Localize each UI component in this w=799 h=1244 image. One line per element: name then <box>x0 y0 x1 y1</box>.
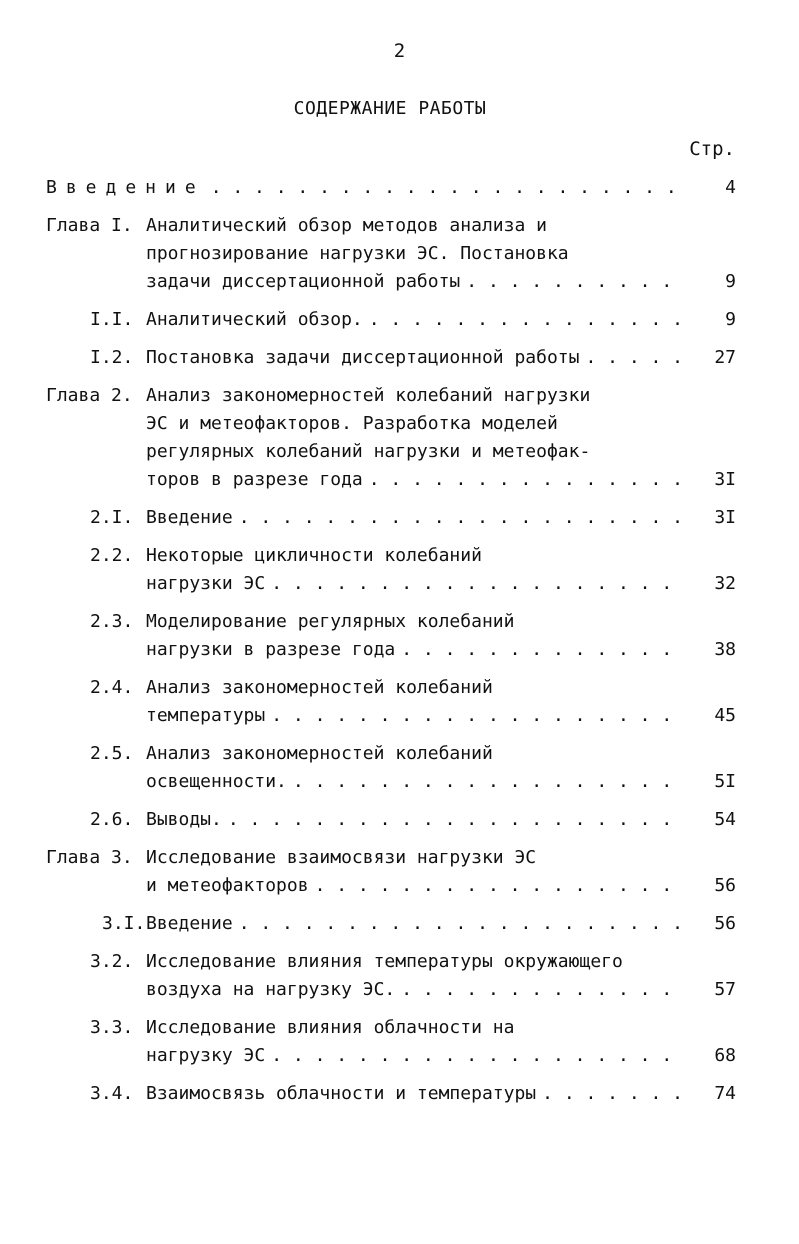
toc-entry-page: 5I <box>714 771 736 792</box>
toc-entry-page: 74 <box>714 1083 736 1104</box>
toc-entry-text-line: Некоторые цикличности колебаний <box>146 545 482 566</box>
page-number: 2 <box>393 40 406 62</box>
toc-entry-text-line: Исследование влияния температуры окружающего <box>146 951 623 972</box>
dot-leader <box>287 768 680 796</box>
dot-leader <box>460 268 680 296</box>
toc-entry-page: 32 <box>714 573 736 594</box>
toc-entry-text-line: ЭС и метеофакторов. Разработка моделей <box>146 413 558 434</box>
dot-leader <box>363 466 680 494</box>
toc-entry-number: I.2. <box>90 347 134 368</box>
toc-entry-title: освещенности. <box>146 771 287 792</box>
toc-entry <box>46 910 736 938</box>
toc-entry <box>46 174 736 202</box>
toc-entry-title: Взаимосвязь облачности и температуры <box>146 1083 537 1104</box>
toc-entry-text-line: Аналитический обзор методов анализа и <box>146 215 547 236</box>
toc-entry <box>46 504 736 532</box>
toc-entry-title: Аналитический обзор. <box>146 309 363 330</box>
dot-leader <box>395 976 680 1004</box>
toc-entry-text-line: прогнозирование нагрузки ЭС. Постановка <box>146 243 569 264</box>
toc-entry-page: 27 <box>714 347 736 368</box>
dot-leader <box>265 570 680 598</box>
toc-entry <box>46 1014 736 1070</box>
dot-leader <box>265 702 680 730</box>
toc-entry-page: 3I <box>714 469 736 490</box>
dot-leader <box>395 636 680 664</box>
toc-entry <box>46 806 736 834</box>
document-title: СОДЕРЖАНИЕ РАБОТЫ <box>293 98 487 119</box>
toc-entry-number: 3.3. <box>90 1017 134 1038</box>
toc-entry <box>46 306 736 334</box>
toc-entry <box>46 542 736 598</box>
toc-entry-text-line: Исследование влияния облачности на <box>146 1017 515 1038</box>
dot-leader <box>233 910 680 938</box>
toc-entry-page: 9 <box>725 271 736 292</box>
toc-entry-number: 3.I. <box>102 913 146 934</box>
toc-entry-text-line: Моделирование регулярных колебаний <box>146 611 515 632</box>
toc-entry <box>46 1080 736 1108</box>
dot-leader <box>205 174 680 202</box>
dot-leader <box>233 504 680 532</box>
dot-leader <box>309 872 680 900</box>
toc-entry-text-line: Исследование взаимосвязи нагрузки ЭС <box>146 847 537 868</box>
toc-entry <box>46 674 736 730</box>
dot-leader <box>536 1080 680 1108</box>
toc-entry-title: Постановка задачи диссертационной работы <box>146 347 580 368</box>
dot-leader <box>579 344 680 372</box>
toc-entry-title: Введение <box>46 177 205 198</box>
dot-leader <box>265 1042 680 1070</box>
toc-entry-title: торов в разрезе года <box>146 469 363 490</box>
toc-entry-number: 2.I. <box>90 507 134 528</box>
toc-entry-page: 54 <box>714 809 736 830</box>
toc-entry-number: Глава 2. <box>46 385 133 406</box>
toc-entry-title: температуры <box>146 705 266 726</box>
toc-entry-number: Глава I. <box>46 215 133 236</box>
toc-entry <box>46 212 736 296</box>
toc-entry-title: и метеофакторов <box>146 875 309 896</box>
toc-entry <box>46 344 736 372</box>
toc-entry-text-line: Анализ закономерностей колебаний <box>146 743 493 764</box>
toc-entry-number: 3.2. <box>90 951 134 972</box>
toc-entry-title: воздуха на нагрузку ЭС. <box>146 979 396 1000</box>
toc-entry-number: I.I. <box>90 309 134 330</box>
toc-entry-page: 4 <box>725 177 736 198</box>
dot-leader <box>363 306 680 334</box>
dot-leader <box>222 806 680 834</box>
toc-entry-title: нагрузку ЭС <box>146 1045 266 1066</box>
toc-entry-page: 68 <box>714 1045 736 1066</box>
toc-entry-title: Выводы. <box>146 809 222 830</box>
toc-entry-title: задачи диссертационной работы <box>146 271 461 292</box>
pages-column-header: Стр. <box>689 138 735 160</box>
toc-entry <box>46 382 736 494</box>
toc-entry-text-line: Анализ закономерностей колебаний нагрузки <box>146 385 591 406</box>
toc-entry-page: 3I <box>714 507 736 528</box>
table-of-contents <box>46 174 736 1118</box>
toc-entry-title: нагрузки в разрезе года <box>146 639 396 660</box>
toc-entry-number: 2.4. <box>90 677 134 698</box>
toc-entry-number: 2.3. <box>90 611 134 632</box>
toc-entry-number: 2.2. <box>90 545 134 566</box>
toc-entry-number: Глава 3. <box>46 847 133 868</box>
toc-entry-page: 9 <box>725 309 736 330</box>
toc-entry-text-line: регулярных колебаний нагрузки и метеофак- <box>146 441 591 462</box>
toc-entry-page: 56 <box>714 875 736 896</box>
toc-entry-number: 2.5. <box>90 743 134 764</box>
toc-entry-page: 56 <box>714 913 736 934</box>
toc-entry-page: 57 <box>714 979 736 1000</box>
toc-entry-title: нагрузки ЭС <box>146 573 266 594</box>
toc-entry-text-line: Анализ закономерностей колебаний <box>146 677 493 698</box>
toc-entry <box>46 740 736 796</box>
toc-entry-title: Введение <box>146 507 233 528</box>
toc-entry <box>46 844 736 900</box>
toc-entry-title: Введение <box>146 913 233 934</box>
toc-entry-number: 2.6. <box>90 809 134 830</box>
toc-entry-page: 38 <box>714 639 736 660</box>
toc-entry <box>46 608 736 664</box>
toc-entry <box>46 948 736 1004</box>
toc-entry-number: 3.4. <box>90 1083 134 1104</box>
toc-entry-page: 45 <box>714 705 736 726</box>
